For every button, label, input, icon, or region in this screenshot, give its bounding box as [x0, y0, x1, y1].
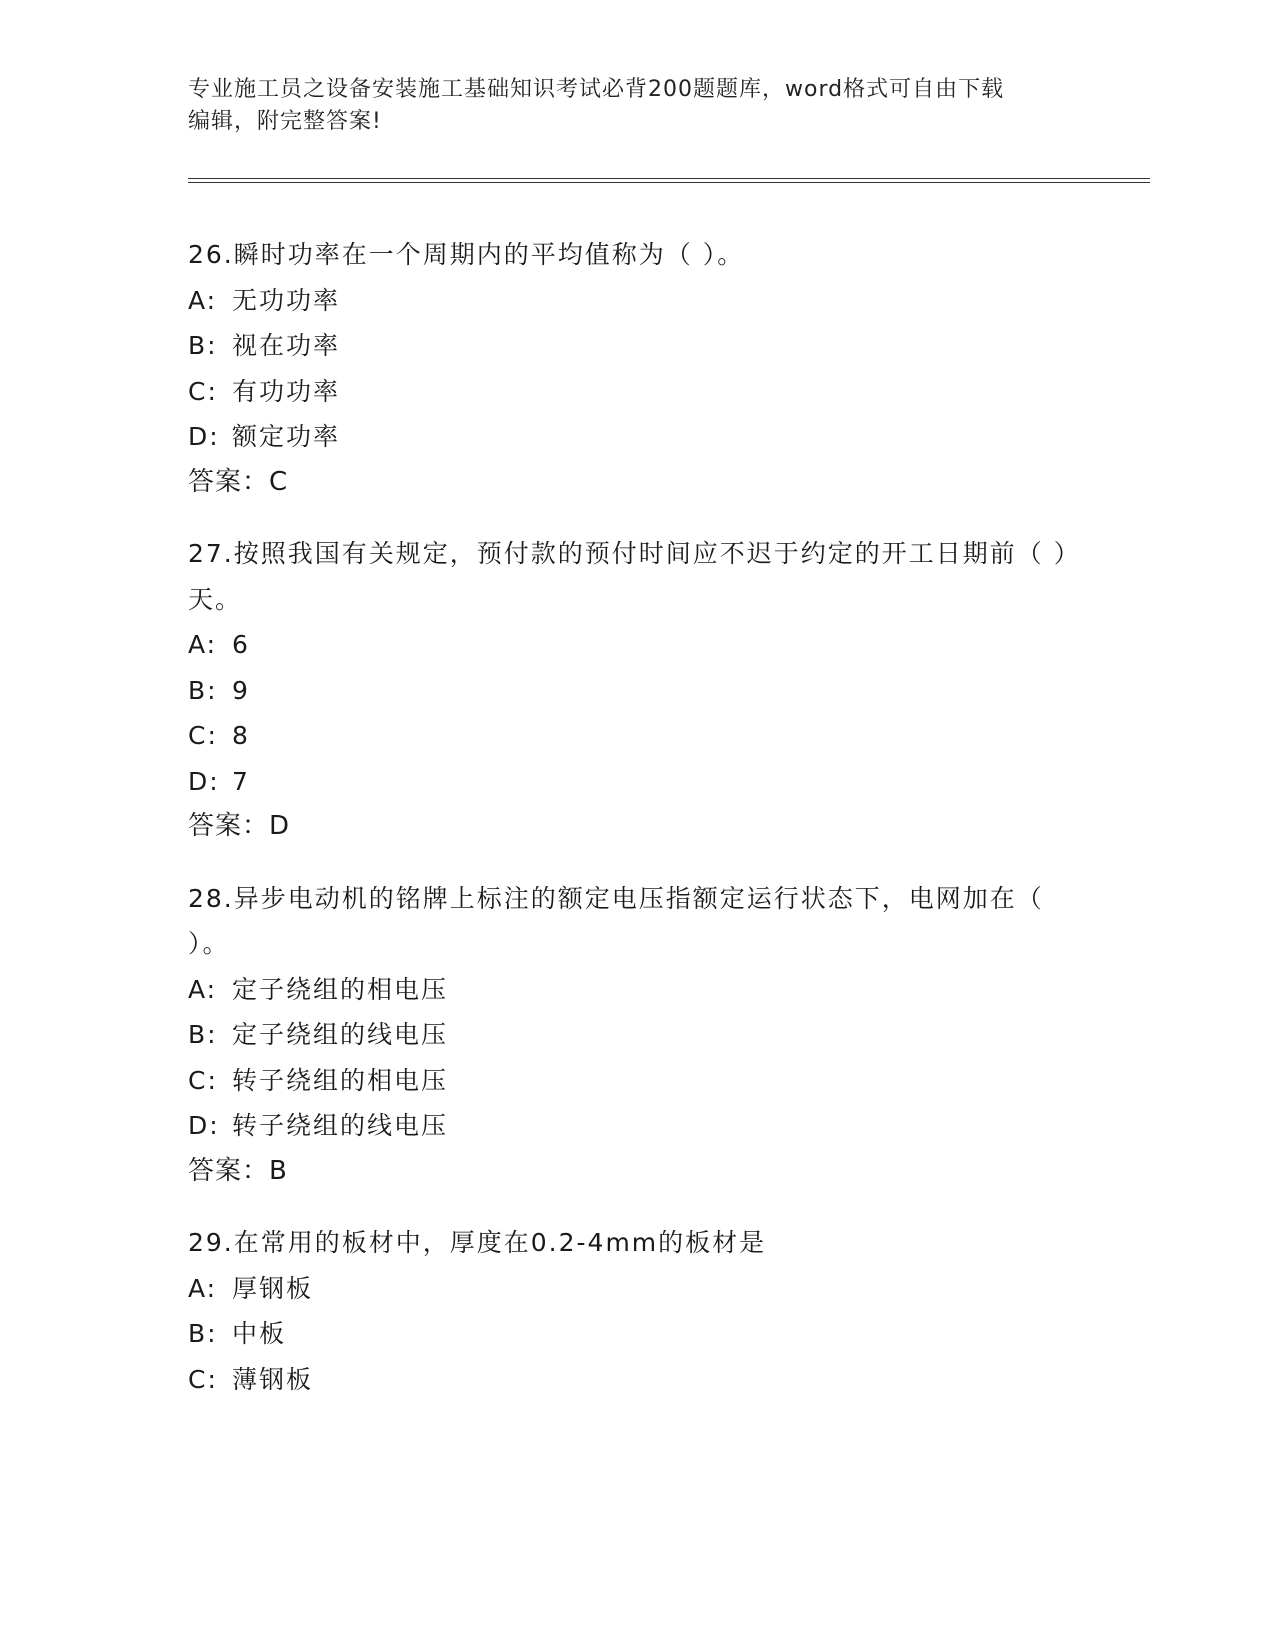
option-text: 定子绕组的相电压 — [232, 974, 449, 1004]
option-text: 视在功率 — [232, 331, 341, 360]
option-key: B: — [188, 675, 218, 705]
option-text: 6 — [232, 630, 250, 659]
option-text: 定子绕组的线电压 — [232, 1020, 449, 1049]
answer: 答案：D — [188, 811, 291, 841]
option-key: A: — [188, 630, 218, 659]
answer: 答案：B — [188, 1155, 288, 1186]
option-key: C: — [188, 721, 218, 750]
option-text: 有功功率 — [232, 376, 341, 406]
option-a — [188, 1266, 1088, 1312]
option-b — [188, 1311, 1088, 1357]
option-text: 中板 — [232, 1319, 287, 1348]
question-stem: 29.在常用的板材中，厚度在0.2-4mm的板材是 — [188, 1228, 767, 1257]
option-key: A: — [188, 974, 218, 1004]
header-divider-top — [188, 178, 1150, 179]
option-key: A: — [188, 285, 218, 315]
question-stem: 26.瞬时功率在一个周期内的平均值称为（ ）。 — [188, 240, 745, 269]
question-list — [188, 232, 1088, 1428]
document-header — [188, 74, 1068, 138]
option-a — [188, 278, 1088, 324]
option-text: 薄钢板 — [232, 1364, 314, 1394]
option-key: D: — [188, 422, 220, 451]
question-27 — [188, 531, 1088, 850]
option-key: C: — [188, 376, 218, 406]
question-29 — [188, 1220, 1088, 1402]
option-b — [188, 668, 1088, 714]
question-28 — [188, 876, 1088, 1195]
option-c — [188, 369, 1088, 415]
option-key: D: — [188, 1111, 220, 1140]
option-d — [188, 414, 1088, 460]
option-text: 转子绕组的线电压 — [232, 1111, 449, 1140]
question-stem: 28.异步电动机的铭牌上标注的额定电压指额定运行状态下，电网加在（ ）。 — [188, 883, 1044, 958]
option-b — [188, 323, 1088, 369]
option-a — [188, 967, 1088, 1013]
question-stem: 27.按照我国有关规定，预付款的预付时间应不迟于约定的开工日期前（ ）天。 — [188, 539, 1069, 614]
option-c — [188, 713, 1088, 759]
option-text: 9 — [232, 675, 250, 705]
option-key: B: — [188, 1020, 218, 1049]
option-text: 无功功率 — [232, 285, 341, 315]
option-text: 额定功率 — [232, 422, 341, 451]
option-key: A: — [188, 1273, 218, 1303]
option-text: 厚钢板 — [232, 1273, 314, 1303]
option-c — [188, 1357, 1088, 1403]
answer: 答案：C — [188, 466, 289, 497]
option-text: 8 — [232, 721, 250, 750]
header-line-1: 专业施工员之设备安装施工基础知识考试必背200题题库，word格式可自由下载 — [188, 77, 1005, 102]
option-d — [188, 759, 1088, 805]
option-key: B: — [188, 331, 218, 360]
option-text: 转子绕组的相电压 — [232, 1065, 449, 1095]
option-key: C: — [188, 1364, 218, 1394]
option-b — [188, 1012, 1088, 1058]
option-a — [188, 622, 1088, 668]
option-key: B: — [188, 1319, 218, 1348]
option-c — [188, 1058, 1088, 1104]
option-text: 7 — [232, 766, 250, 796]
header-line-2: 编辑，附完整答案! — [188, 109, 382, 134]
option-key: C: — [188, 1065, 218, 1095]
option-key: D: — [188, 766, 220, 796]
header-divider-bottom — [188, 182, 1150, 183]
question-26 — [188, 232, 1088, 505]
option-d — [188, 1103, 1088, 1149]
